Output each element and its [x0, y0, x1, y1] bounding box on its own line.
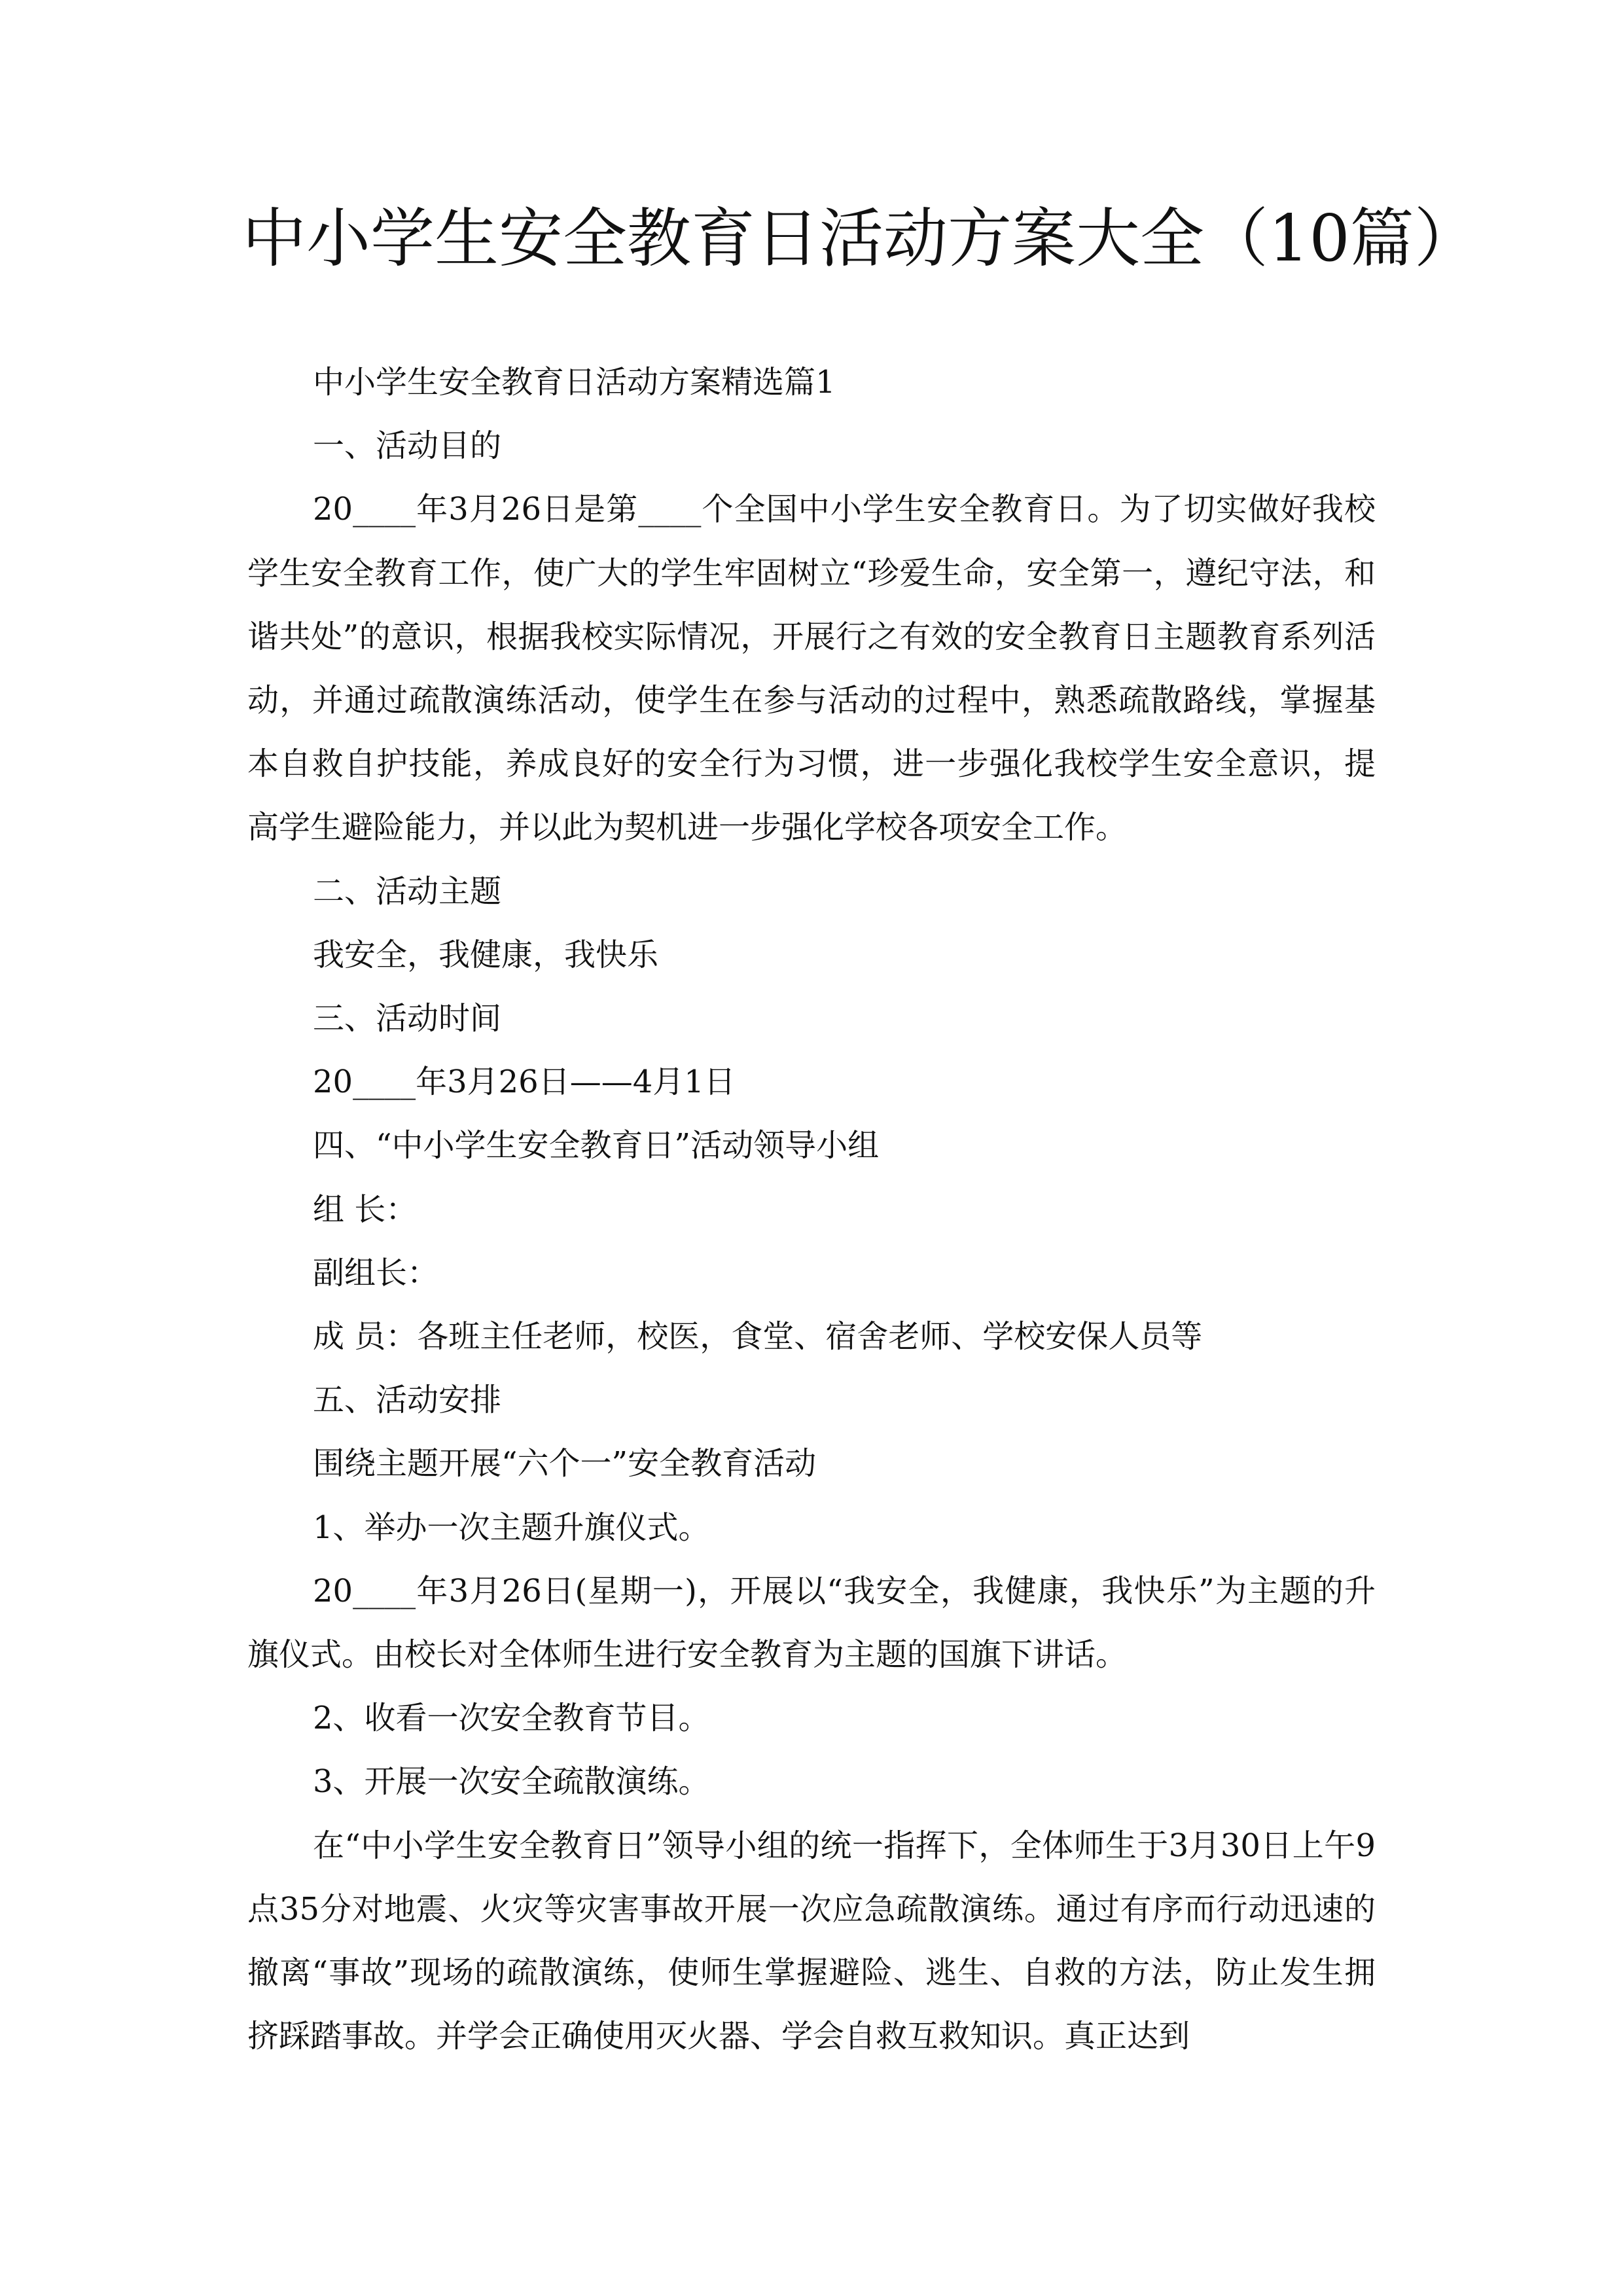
paragraph-deputy-leader: 副组长： [313, 1254, 439, 1291]
heading-activity-theme: 二、活动主题 [313, 872, 502, 910]
paragraph-members: 成 员：各班主任老师，校医，食堂、宿舍老师、学校安保人员等 [313, 1318, 1203, 1355]
list-item-flag-ceremony: 1、举办一次主题升旗仪式。 [313, 1509, 710, 1546]
heading-activity-purpose: 一、活动目的 [313, 427, 502, 465]
paragraph-flag-ceremony: 20____年3月26日(星期一)，开展以“我安全，我健康，我快乐”为主题的升旗仪式。由校长对全体师生进行安全教育为主题的国旗下讲话。 [247, 1572, 1376, 1674]
heading-leadership-group: 四、“中小学生安全教育日”活动领导小组 [313, 1127, 880, 1164]
paragraph-purpose: 20____年3月26日是第____个全国中小学生安全教育日。为了切实做好我校学生安全教育工作，使广大的学生牢固树立“珍爱生命，安全第一，遵纪守法，和谐共处”的意识，根据我校实际情况，开展行之有效的安全教育日主题教育系列活动，并通过疏散演练活动，使学生在参与活动的过程中，熟悉疏散路线，掌握基本自救自护技能，养成良好的安全行为习惯，进一步强化我校学生安全意识，提高学生避险能力，并以此为契机进一步强化学校各项安全工作。 [247, 491, 1376, 846]
paragraph-six-activities: 围绕主题开展“六个一”安全教育活动 [313, 1445, 817, 1482]
paragraph-group-leader: 组 长： [313, 1191, 418, 1228]
document-body [247, 351, 1376, 2068]
list-item-evacuation-drill: 3、开展一次安全疏散演练。 [313, 1763, 710, 1801]
paragraph-theme: 我安全，我健康，我快乐 [313, 936, 659, 973]
heading-activity-time: 三、活动时间 [313, 1000, 502, 1037]
heading-activity-arrangement: 五、活动安排 [313, 1382, 502, 1419]
paragraph-time: 20____年3月26日——4月1日 [313, 1064, 736, 1101]
paragraph-evacuation-drill: 在“中小学生安全教育日”领导小组的统一指挥下，全体师生于3月30日上午9点35分对地震、火灾等灾害事故开展一次应急疏散演练。通过有序而行动迅速的撤离“事故”现场的疏散演练，使师生掌握避险、逃生、自救的方法，防止发生拥挤踩踏事故。并学会正确使用灭火器、学会自救互救知识。真正达到 [247, 1827, 1376, 2055]
section-heading: 中小学生安全教育日活动方案精选篇1 [313, 364, 836, 401]
list-item-safety-program: 2、收看一次安全教育节目。 [313, 1700, 710, 1737]
document-title: 中小学生安全教育日活动方案大全（10篇） [242, 202, 1478, 276]
